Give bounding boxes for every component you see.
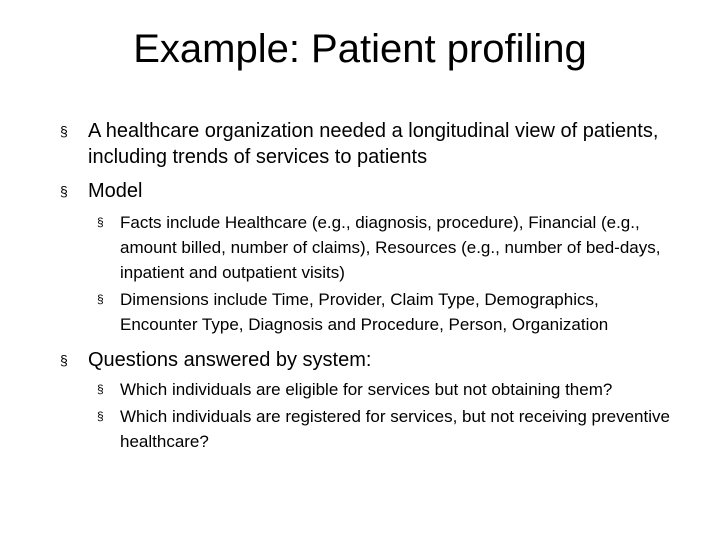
- bullet-icon: §: [60, 183, 68, 199]
- bullet-icon: §: [60, 123, 68, 139]
- bullet-icon: §: [97, 409, 104, 423]
- slide-title: Example: Patient profiling: [133, 27, 587, 71]
- bullet-icon: §: [60, 352, 68, 368]
- sub-bullet-item: [0, 377, 720, 402]
- bullet-text: Questions answered by system:: [88, 349, 372, 371]
- sub-bullet-text: Which individuals are eligible for services but not obtaining them?: [120, 380, 613, 399]
- sub-bullet-text: Which individuals are registered for services, but not receiving preventive healthcare?: [120, 407, 670, 451]
- sub-bullet-item: [0, 287, 720, 337]
- sub-bullet-text: Dimensions include Time, Provider, Claim Type, Demographics, Encounter Type, Diagnosis and Procedure, Person, Organization: [120, 290, 609, 334]
- sub-bullet-text: Facts include Healthcare (e.g., diagnosis, procedure), Financial (e.g., amount billed, number of claims), Resources (e.g., number of bed-days, inpatient and outpatient visits): [120, 213, 661, 282]
- bullet-item: [0, 347, 720, 373]
- slide-body: [0, 118, 720, 456]
- bullet-icon: §: [97, 382, 104, 396]
- bullet-item: [0, 178, 720, 204]
- sub-bullet-item: [0, 210, 720, 285]
- bullet-icon: §: [97, 292, 104, 306]
- sub-bullet-item: [0, 404, 720, 454]
- bullet-text: Model: [88, 180, 143, 202]
- bullet-text: A healthcare organization needed a longitudinal view of patients, including trends of services to patients: [88, 120, 659, 168]
- bullet-icon: §: [97, 215, 104, 229]
- bullet-item: [0, 118, 720, 170]
